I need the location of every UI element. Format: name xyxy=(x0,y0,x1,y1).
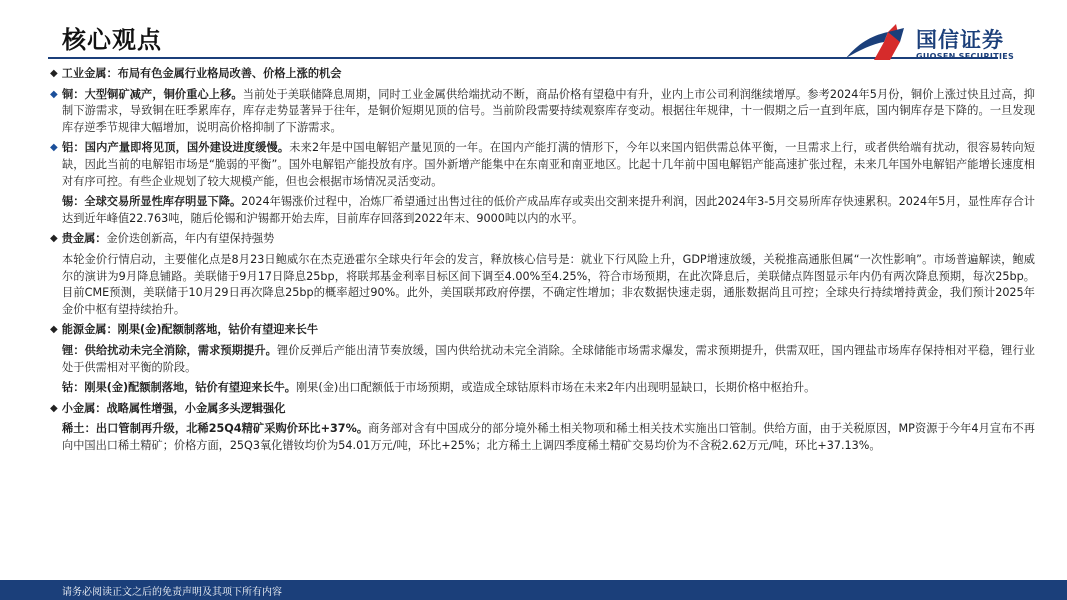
item-text xyxy=(62,87,1035,137)
diamond-bullet-icon: ◆ xyxy=(50,68,58,79)
item-lead: 锡：全球交易所显性库存明显下降。 xyxy=(62,195,242,209)
section-heading-industrial xyxy=(50,66,1035,83)
section-title: 贵金属： xyxy=(61,232,107,246)
paragraph-tin xyxy=(62,194,1035,227)
blue-diamond-bullet-icon: ◆ xyxy=(50,142,58,154)
paragraph-gold xyxy=(62,252,1035,318)
page-footer xyxy=(0,580,1067,600)
item-body: 锂价反弹后产能出清节奏放缓，国内供给扰动未完全消除。全球储能市场需求爆发，需求预期提升，供需双旺，国内锂盐市场库存保持相对平稳，锂行业处于供需相对平衡的阶段。 xyxy=(62,343,1035,374)
section-heading-precious xyxy=(50,231,1035,248)
item-body: 未来2年是中国电解铝产量见顶的一年。在国内产能打满的情形下，今年以来国内铝供需总体平衡，一旦需求上行，或者供给端有扰动，很容易转向短缺，因此当前的电解铝市场是“脆弱的平衡”。国外电解铝产能投放有序。国外新增产能集中在东南亚和南亚地区。比起十几年前中国电解铝产能高速扩张过程，未来几年国外电解铝产能增长速度相对有序可控。有些企业规划了较大规模产能，但也会根据市场情况灵活变动。 xyxy=(62,141,1035,188)
item-lead: 铝：国内产量即将见顶，国外建设进度缓慢。 xyxy=(62,141,290,155)
diamond-bullet-icon: ◆ xyxy=(50,233,58,245)
section-title: 能源金属：刚果(金)配额制落地，钴价有望迎来长牛 xyxy=(61,323,319,337)
item-lead: 钴：刚果(金)配额制落地，钴价有望迎来长牛。 xyxy=(62,381,296,395)
item-lead: 稀土：出口管制再升级，北稀25Q4精矿采购价环比+37%。 xyxy=(62,422,369,436)
section-heading-minor xyxy=(50,401,1035,418)
diamond-bullet-icon: ◆ xyxy=(50,324,58,336)
section-subtitle: 金价迭创新高，年内有望保持强势 xyxy=(106,232,275,246)
footer-disclaimer: 请务必阅读正文之后的免责声明及其项下所有内容 xyxy=(62,587,282,598)
item-body: 本轮金价行情启动，主要催化点是8月23日鲍威尔在杰克逊霍尔全球央行年会的发言，释放核心信号是：就业下行风险上升，GDP增速放缓，关税推高通胀但属“一次性影响”。市场普遍解读，鲍威尔的演讲为9月降息铺路。美联储于9月17日降息25bp，将联邦基金利率目标区间下调至4.00%至4.25%，符合市场预期，在此次降息后，美联储点阵图显示年内仍有两次降息预期，每次25bp。目前CME预测，美联储于10月29日再次降息25bp的概率超过90%。此外，美国联邦政府停摆，不确定性增加；非农数据快速走弱，通胀数据尚且可控；全球央行持续增持黄金，我们预计2025年金价中枢有望持续抬升。 xyxy=(62,252,1035,316)
main-content xyxy=(50,66,1035,458)
item-body: 当前处于美联储降息周期，同时工业金属供给端扰动不断，商品价格有望稳中有升，业内上市公司利润继续增厚。参考2024年5月份，铜价上涨过快且过高，抑制下游需求，导致铜在旺季累库存，库存走势显著异于往年，是铜价短期见顶的信号。当前阶段需要持续观察库存变动。根据往年规律，十一假期之后一直到年底，国内铜库存是下降的。一旦发现库存逆季节规律大幅增加，说明高价格抑制了下游需求。 xyxy=(62,87,1035,134)
paragraph-rare-earth xyxy=(62,421,1035,454)
diamond-bullet-icon: ◆ xyxy=(50,402,58,414)
item-lead: 铜：大型铜矿减产，铜价重心上移。 xyxy=(62,87,243,101)
list-item-aluminum xyxy=(50,140,1035,190)
logo-english-name: GUOSEN SECURITIES xyxy=(916,52,1015,61)
section-heading-energy xyxy=(50,322,1035,339)
item-body: 2024年锡涨价过程中，冶炼厂希望通过出售过往的低价产成品库存或卖出交割来提升利润，因此2024年3-5月交易所库存快速累积。2024年5月，显性库存合计达到近年峰值22.763吨，随后伦锡和沪锡都开始去库，目前库存回落到2022年末、9000吨以内的水平。 xyxy=(62,195,1035,225)
page-title: 核心观点 xyxy=(62,26,162,54)
brand-logo xyxy=(844,22,1044,66)
guosen-logo-icon xyxy=(844,22,908,62)
item-body: 商务部对含有中国成分的部分境外稀土相关物项和稀土相关技术实施出口管制。供给方面，由于关税原因，MP资源于今年4月宣布不再向中国出口稀土精矿；价格方面，25Q3氧化镨钕均价为54.01万元/吨，环比+25%；北方稀土上调四季度稀土精矿交易均价为不含税2.62万元/吨，环比+37.13%。 xyxy=(62,422,1035,452)
paragraph-cobalt xyxy=(62,380,1035,397)
blue-diamond-bullet-icon: ◆ xyxy=(50,88,58,100)
item-text xyxy=(62,140,1035,190)
logo-chinese-name: 国信证券 xyxy=(916,28,1004,52)
list-item-copper xyxy=(50,87,1035,137)
paragraph-lithium xyxy=(62,343,1035,376)
section-title: 小金属：战略属性增强，小金属多头逻辑强化 xyxy=(61,401,286,415)
item-lead: 锂：供给扰动未完全消除，需求预期提升。 xyxy=(62,343,277,357)
page-header xyxy=(0,0,1067,62)
section-title: 工业金属：布局有色金属行业格局改善、价格上涨的机会 xyxy=(61,67,342,80)
item-body: 刚果(金)出口配额低于市场预期，或造成全球钴原料市场在未来2年内出现明显缺口，长期价格中枢抬升。 xyxy=(295,381,816,395)
